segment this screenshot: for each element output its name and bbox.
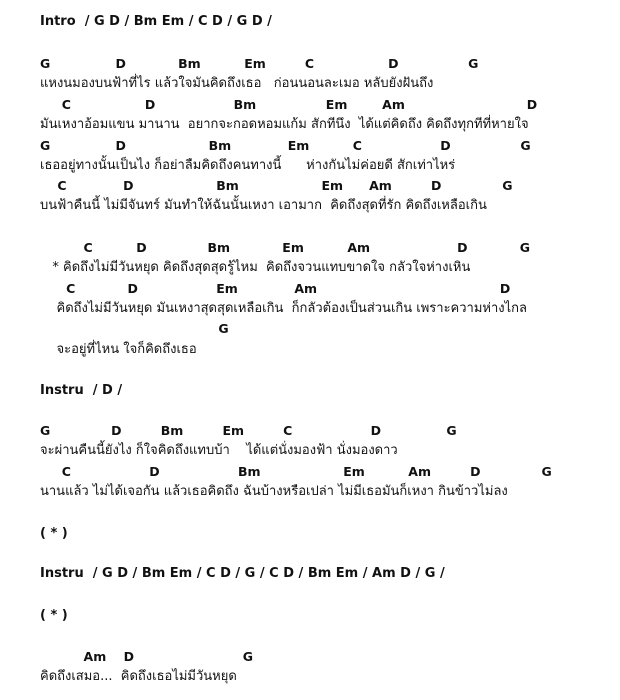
verse2-lyric-2: นานแล้ว ไม่ได้เจอกัน แล้วเธอคิดถึง ฉันบ้างหรือเปล่า ไม่มีเธอมันก็เหงา กินข้าวไม่ลง	[40, 484, 508, 499]
verse1-chords-2: C D Bm Em Am D	[40, 97, 538, 112]
chorus-lyric-1: * คิดถึงไม่มีวันหยุด คิดถึงสุดสุดรู้ไหม คิดถึงจวนแทบขาดใจ กลัวใจห่างเหิน	[40, 260, 471, 275]
verse1-lyric-3: เธออยู่ทางนั้นเป็นไง ก็อย่าลืมคิดถึงคนทางนี้ ห่างกันไม่ค่อยดี สักเท่าไหร่	[40, 158, 456, 173]
chorus-chords-2: C D Em Am D	[40, 281, 511, 296]
verse2-lyric-1: จะผ่านคืนนี้ยังไง ก็ใจคิดถึงแทบบ้า ได้แต่นั่งมองฟ้า นั่งมองดาว	[40, 443, 398, 458]
chorus-lyric-2: คิดถึงไม่มีวันหยุด มันเหงาสุดสุดเหลือเกิน ก็กลัวต้องเป็นส่วนเกิน เพราะความห่างไกล	[40, 301, 528, 316]
verse2-chords-2: C D Bm Em Am D G	[40, 464, 552, 479]
verse2-chords-1: G D Bm Em C D G	[40, 423, 457, 438]
chorus-chords-1: C D Bm Em Am D G	[40, 240, 530, 255]
verse1-lyric-2: มันเหงาอ้อมแขน มานาน อยากจะกอดหอมแก้ม สักทีนึง ได้แต่คิดถึง คิดถึงทุกทีที่หายใจ	[40, 117, 529, 132]
verse1-lyric-1: แหงนมองบนฟ้าที่ไร แล้วใจมันคิดถึงเธอ ก่อนนอนละเมอ หลับยังฝันถึง	[40, 76, 434, 91]
instru-line-1: Instru / D /	[40, 383, 123, 398]
outro-chords: Am D G	[40, 649, 254, 664]
verse1-lyric-4: บนฟ้าคืนนี้ ไม่มีจันทร์ มันทำให้ฉันนั้นเหงา เอามาก คิดถึงสุดที่รัก คิดถึงเหลือเกิน	[40, 198, 487, 213]
verse1-chords-3: G D Bm Em C D G	[40, 138, 531, 153]
instru-line-2: Instru / G D / Bm Em / C D / G / C D / Bm Em / Am D / G /	[40, 566, 445, 581]
chorus-chords-3: G	[40, 321, 229, 336]
chorus-lyric-3: จะอยู่ที่ไหน ใจก็คิดถึงเธอ	[40, 342, 197, 357]
chorus-repeat-1: ( * )	[40, 526, 68, 541]
intro-line: Intro / G D / Bm Em / C D / G D /	[40, 14, 272, 29]
chorus-repeat-2: ( * )	[40, 608, 68, 623]
outro-lyric: คิดถึงเสมอ... คิดถึงเธอไม่มีวันหยุด	[40, 669, 237, 684]
verse1-chords-4: C D Bm Em Am D G	[40, 178, 513, 193]
verse1-chords-1: G D Bm Em C D G	[40, 56, 479, 71]
